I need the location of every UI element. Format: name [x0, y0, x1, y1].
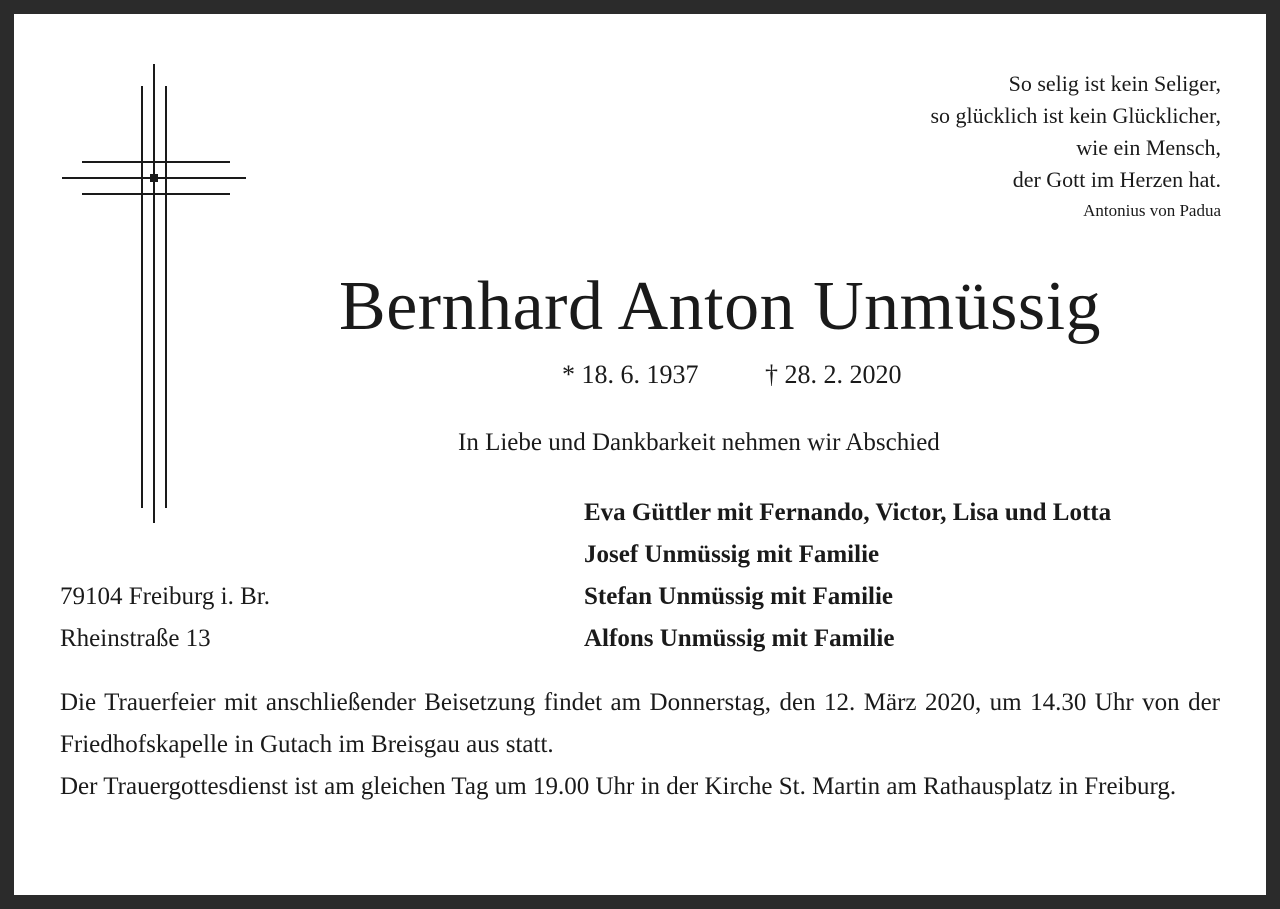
bible-quote: [930, 68, 1221, 226]
cross-icon: [62, 64, 247, 526]
quote-line: wie ein Mensch,: [1076, 135, 1221, 160]
mourning-address: [60, 576, 270, 660]
quote-line: so glücklich ist kein Glücklicher,: [930, 103, 1221, 128]
birth-date: * 18. 6. 1937: [562, 360, 699, 389]
quote-line: der Gott im Herzen hat.: [1012, 167, 1221, 192]
funeral-info: [60, 682, 1220, 808]
obituary-notice: [14, 14, 1266, 895]
family-member: Eva Güttler mit Fernando, Victor, Lisa und Lotta: [584, 499, 1112, 526]
family-list: [584, 492, 1111, 660]
memorial-mass-text: Der Trauergottesdienst ist am gleichen Tag um 19.00 Uhr in der Kirche St. Martin am Rathausplatz in Freiburg.: [60, 773, 1177, 800]
family-member: Josef Unmüssig mit Familie: [584, 541, 880, 568]
quote-line: So selig ist kein Seliger,: [1008, 71, 1221, 96]
deceased-name: Bernhard Anton Unmüssig: [339, 268, 1102, 345]
family-member: Alfons Unmüssig mit Familie: [584, 625, 895, 652]
quote-author: Antonius von Padua: [1083, 201, 1221, 220]
address-street: Rheinstraße 13: [60, 625, 211, 652]
life-dates: [562, 358, 902, 392]
family-member: Stefan Unmüssig mit Familie: [584, 583, 894, 610]
death-date: † 28. 2. 2020: [765, 360, 902, 389]
farewell-line: In Liebe und Dankbarkeit nehmen wir Abschied: [458, 429, 940, 456]
address-city: 79104 Freiburg i. Br.: [60, 583, 270, 610]
funeral-service-text: Die Trauerfeier mit anschließender Beisetzung findet am Donnerstag, den 12. März 2020, um 14.30 Uhr von der Friedhofskapelle in Gutach im Breisgau aus statt.: [60, 689, 1220, 758]
